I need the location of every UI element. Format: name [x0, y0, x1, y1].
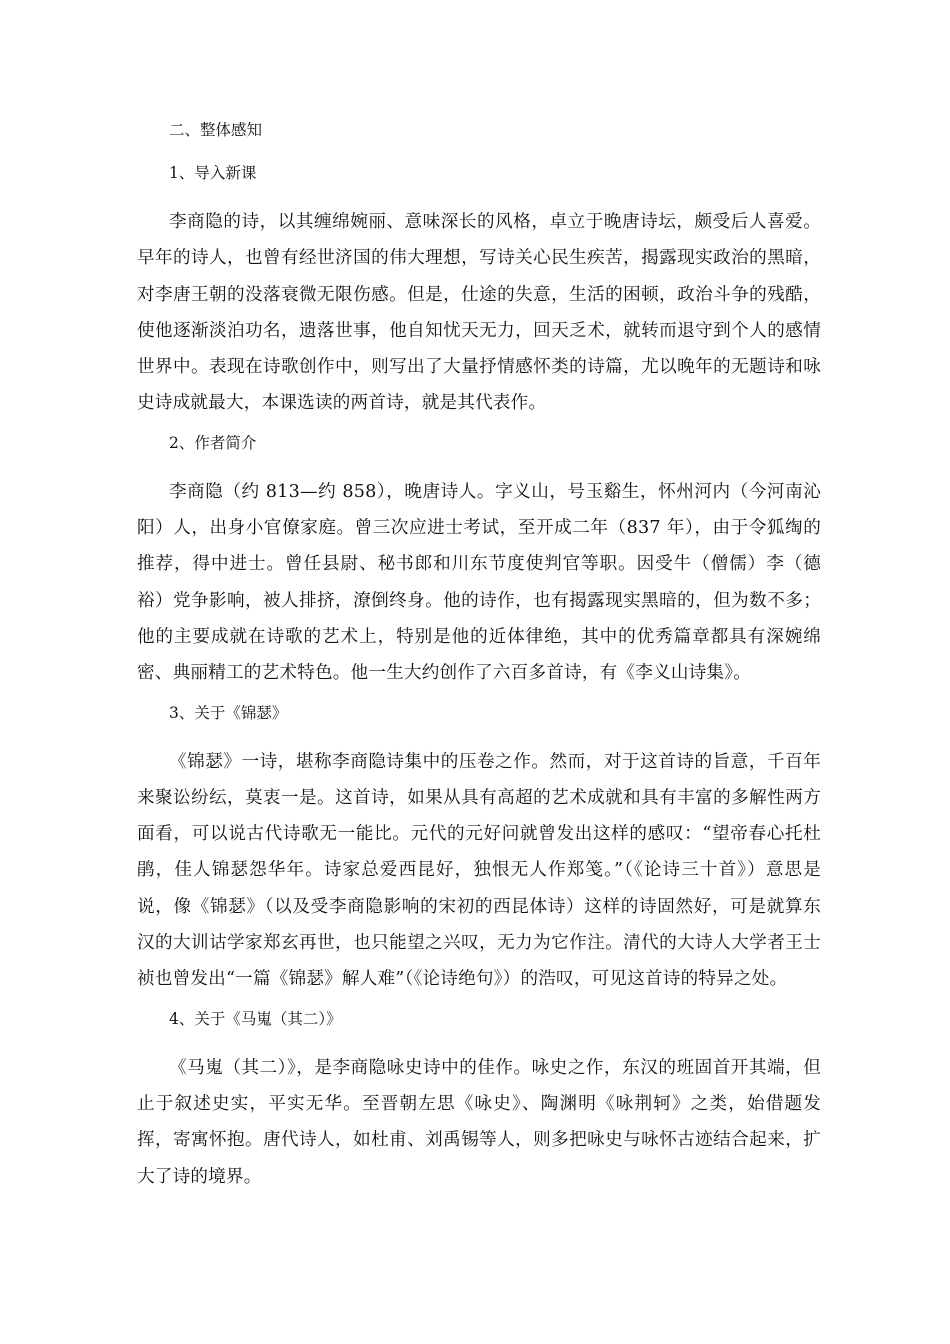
- document-body: [137, 118, 821, 1204]
- part-heading-author: 2、作者简介: [169, 433, 257, 452]
- paragraph-intro: 李商隐的诗，以其缠绵婉丽、意味深长的风格，卓立于晚唐诗坛，颇受后人喜爱。早年的诗人，也曾有经世济国的伟大理想，写诗关心民生疾苦，揭露现实政治的黑暗，对李唐王朝的没落衰微无限伤感。但是，仕途的失意，生活的困顿，政治斗争的残酷，使他逐渐淡泊功名，遗落世事，他自知忧天无力，回天乏术，就转而退守到个人的感情世界中。表现在诗歌创作中，则写出了大量抒情感怀类的诗篇，尤以晚年的无题诗和咏史诗成就最大，本课选读的两首诗，就是其代表作。: [137, 212, 821, 414]
- part-heading-intro: 1、导入新课: [169, 164, 257, 182]
- paragraph-jinse: 《锦瑟》一诗，堪称李商隐诗集中的压卷之作。然而，对于这首诗的旨意，千百年来聚讼纷纭，莫衷一是。这首诗，如果从具有高超的艺术成就和具有丰富的多解性两方面看，可以说古代诗歌无一能比。元代的元好问就曾发出这样的感叹：“望帝春心托杜鹃，佳人锦瑟怨华年。诗家总爱西昆好，独恨无人作郑笺。”（《论诗三十首》）意思是说，像《锦瑟》（以及受李商隐影响的宋初的西昆体诗）这样的诗固然好，可是就算东汉的大训诂学家郑玄再世，也只能望之兴叹，无力为它作注。清代的大诗人大学者王士祯也曾发出“一篇《锦瑟》解人难”（《论诗绝句》）的浩叹，可见这首诗的特异之处。: [137, 751, 821, 990]
- part-heading-mawei: 4、关于《马嵬（其二）》: [169, 1009, 342, 1028]
- section-title: 二、整体感知: [169, 121, 263, 139]
- part-heading-jinse: 3、关于《锦瑟》: [169, 703, 288, 722]
- paragraph-mawei: 《马嵬（其二）》，是李商隐咏史诗中的佳作。咏史之作，东汉的班固首开其端，但止于叙述史实，平实无华。至晋朝左思《咏史》、陶渊明《咏荆轲》之类，始借题发挥，寄寓怀抱。唐代诗人，如杜甫、刘禹锡等人，则多把咏史与咏怀古迹结合起来，扩大了诗的境界。: [137, 1057, 821, 1187]
- paragraph-author: 李商隐（约 813—约 858），晚唐诗人。字义山，号玉谿生，怀州河内（今河南沁阳）人，出身小官僚家庭。曾三次应进士考试，至开成二年（837 年），由于令狐绹的推荐，得中进士。曾任县尉、秘书郎和川东节度使判官等职。因受牛（僧儒）李（德裕）党争影响，被人排挤，潦倒终身。他的诗作，也有揭露现实黑暗的，但为数不多；他的主要成就在诗歌的艺术上，特别是他的近体律绝，其中的优秀篇章都具有深婉绵密、典丽精工的艺术特色。他一生大约创作了六百多首诗，有《李义山诗集》。: [137, 481, 821, 684]
